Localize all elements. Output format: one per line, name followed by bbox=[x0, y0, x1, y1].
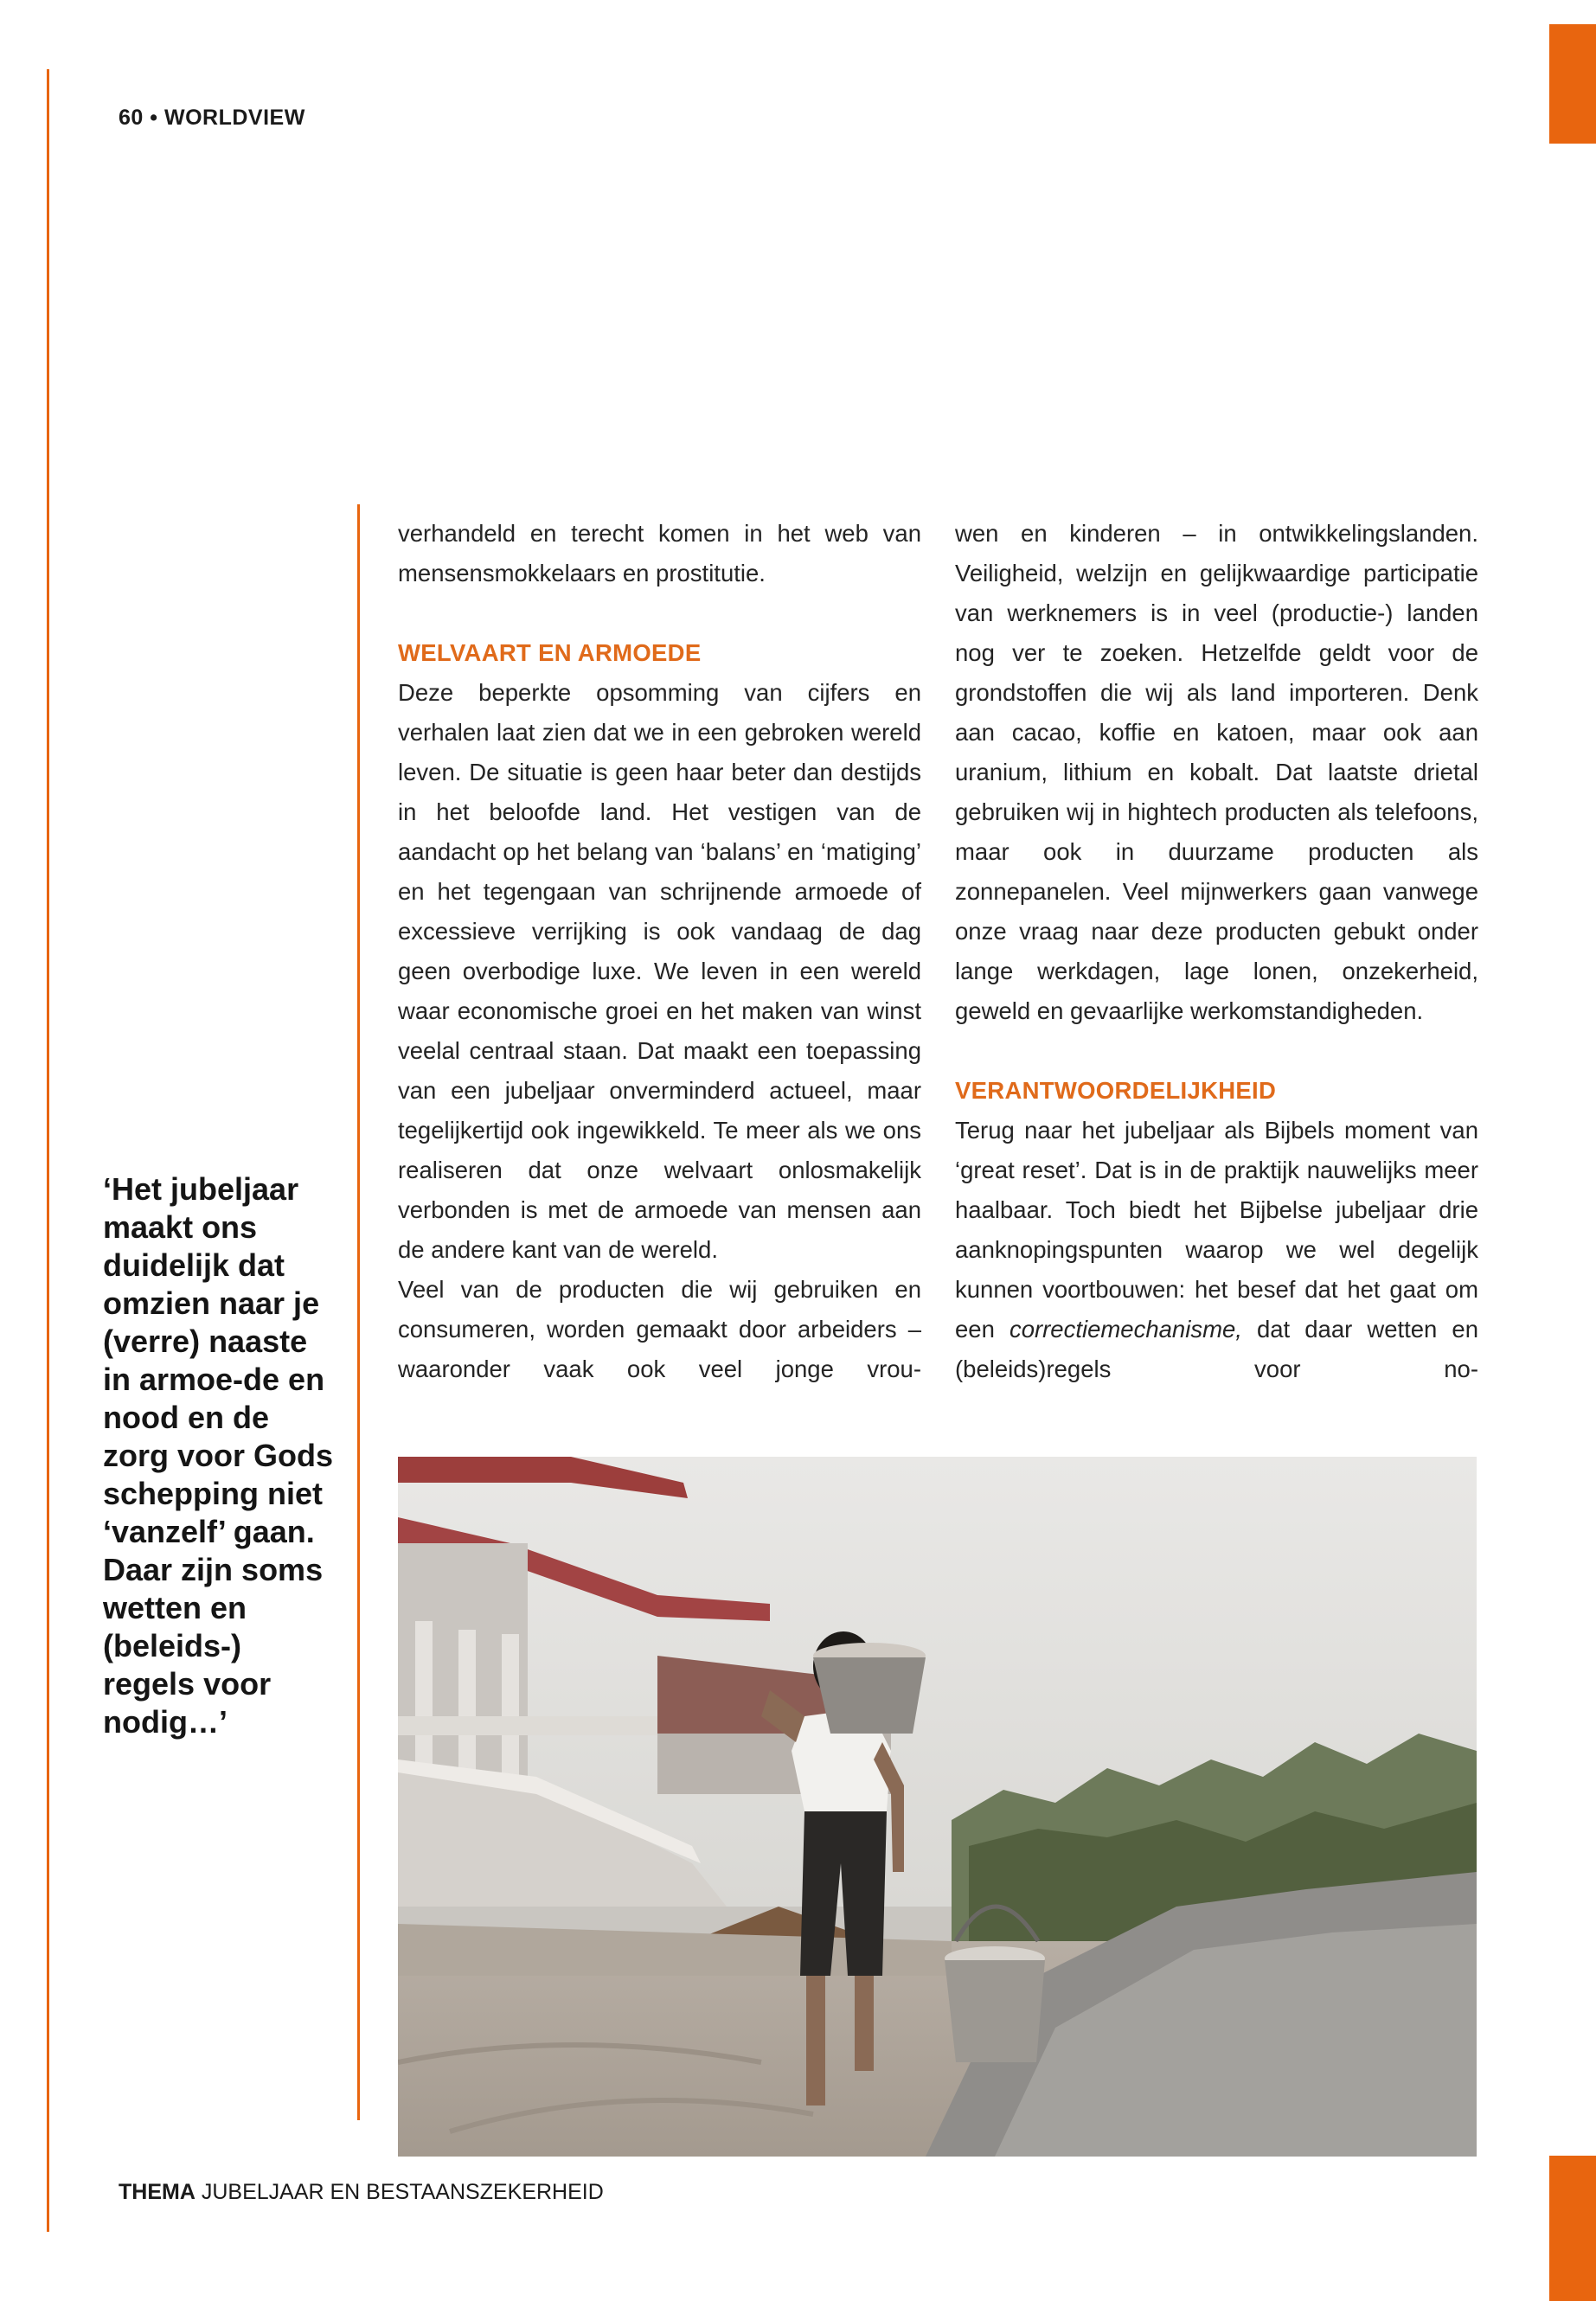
left-margin-rule bbox=[47, 69, 49, 2232]
column-1-intro: verhandeld en terecht komen in het web van mensensmokkelaars en prostitutie. bbox=[398, 520, 921, 586]
section-name: WORLDVIEW bbox=[163, 106, 305, 130]
header-separator: • bbox=[150, 106, 158, 130]
column-divider-rule bbox=[357, 504, 360, 2120]
text-column-2 bbox=[955, 514, 1478, 1389]
column-1-paragraph-2: Veel van de producten die wij gebruiken en consumeren, worden gemaakt door arbeiders – waaronder vaak ook veel jonge vrou- bbox=[398, 1276, 921, 1382]
orange-edge-tab-bottom bbox=[1549, 2156, 1596, 2301]
column-2-intro: wen en kinderen – in ontwikkelingslanden. Veiligheid, welzijn en gelijkwaardige participatie van werknemers is in veel (productie-) landen nog ver te zoeken. Hetzelfde geldt voor de grondstoffen die wij als land importeren. Denk aan cacao, koffie en katoen, maar ook aan uranium, lithium en kobalt. Dat laatste drietal gebruiken wij in hightech producten als telefoons, maar ook in duurzame producten als zonnepanelen. Veel mijnwerkers gaan vanwege onze vraag naar deze producten gebukt onder lange werkdagen, lage lonen, onzekerheid, geweld en gevaarlijke werkomstandigheden. bbox=[955, 520, 1478, 1024]
photo-bucket-overhead bbox=[813, 1643, 926, 1734]
heading-verantwoordelijkheid: VERANTWOORDELIJKHEID bbox=[955, 1077, 1277, 1104]
article-photo bbox=[398, 1457, 1477, 2157]
pull-quote: ‘Het jubeljaar maakt ons duidelijk dat omzien naar je (verre) naaste in armoe-de en nood en de zorg voor Gods schepping niet ‘vanzelf’ gaan. Daar zijn soms wetten en (beleids-) regels voor nodig…’ bbox=[103, 1171, 334, 1740]
column-1-paragraph-1: Deze beperkte opsomming van cijfers en verhalen laat zien dat we in een gebroken wereld leven. De situatie is geen haar beter dan destijds in het beloofde land. Het vestigen van de aandacht op het belang van ‘balans’ en ‘matiging’ en het tegengaan van schrijnende armoede of excessieve verrijking is ook vandaag de dag geen overbodige luxe. We leven in een wereld waar economische groei en het maken van winst veelal centraal staan. Dat maakt een toepassing van een jubeljaar onverminderd actueel, maar tegelijkertijd ook ingewikkeld. Te meer als we ons realiseren dat onze welvaart onlosmakelijk verbonden is met de armoede van mensen aan de andere kant van de wereld. bbox=[398, 679, 921, 1263]
column-2-paragraph-1-end: dat daar wetten en (beleids)regels voor no- bbox=[955, 1316, 1478, 1382]
footer-theme-label: THEMA bbox=[119, 2180, 195, 2204]
column-2-paragraph-1-start: Terug naar het jubeljaar als Bijbels moment van ‘great reset’. Dat is in de praktijk nauwelijks meer haalbaar. Toch biedt het Bijbelse jubeljaar drie aanknopingspunten waarop we wel degelijk kunnen voortbouwen: het besef dat het gaat om een bbox=[955, 1117, 1478, 1343]
orange-edge-tab-top bbox=[1549, 24, 1596, 144]
heading-welvaart-en-armoede: WELVAART EN ARMOEDE bbox=[398, 639, 702, 666]
page-header bbox=[119, 106, 305, 131]
column-2-paragraph-1-italic: correctiemechanisme, bbox=[1009, 1316, 1242, 1343]
page-footer bbox=[119, 2180, 604, 2205]
text-column-1 bbox=[398, 514, 921, 1389]
footer-title: JUBELJAAR EN BESTAANSZEKERHEID bbox=[201, 2180, 604, 2204]
page-number: 60 bbox=[119, 106, 144, 130]
column-2-paragraph-1 bbox=[955, 1111, 1478, 1389]
